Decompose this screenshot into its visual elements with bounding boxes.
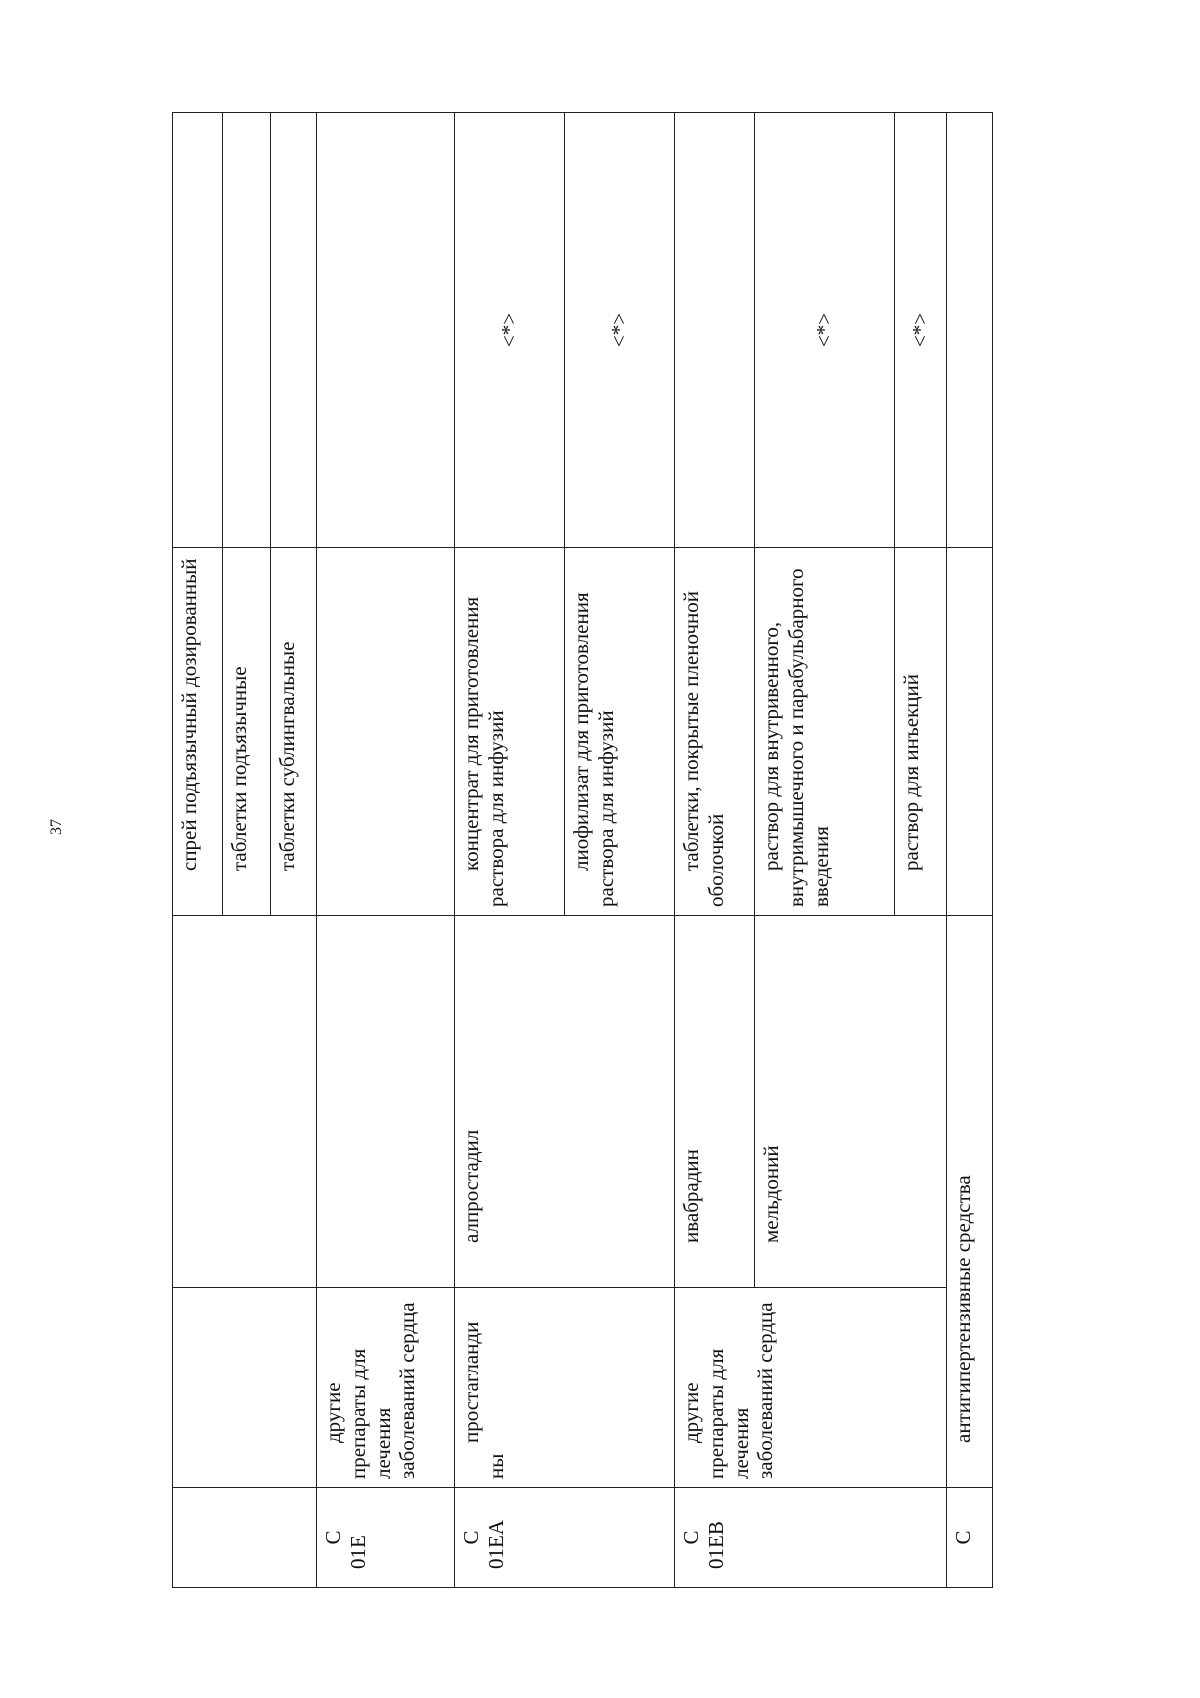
table-row	[675, 113, 755, 1588]
note-cell: <*>	[755, 113, 895, 548]
note-cell	[173, 113, 223, 548]
note-cell	[947, 113, 993, 548]
note-cell	[223, 113, 271, 548]
form-cell: раствор для внутривенного, внутримышечного и парабульбарного введения	[755, 548, 895, 916]
form-cell: таблетки сублингвальные	[271, 548, 317, 916]
form-cell: таблетки, покрытые пленочной оболочкой	[675, 548, 755, 916]
form-cell	[947, 548, 993, 916]
atc-code	[675, 1488, 947, 1588]
form-cell: таблетки подъязычные	[223, 548, 271, 916]
table-row	[173, 113, 223, 1588]
group-name: другие препараты для лечения заболеваний сердца	[675, 1288, 947, 1488]
group-name: другие препараты для лечения заболеваний сердца	[317, 1288, 455, 1488]
atc-number: 01Е	[345, 1535, 370, 1569]
code-cell	[173, 1488, 317, 1588]
note-cell	[271, 113, 317, 548]
form-cell	[317, 548, 455, 916]
drug-name: мельдоний	[755, 916, 947, 1288]
drug-cell	[317, 916, 455, 1288]
atc-number: 01ЕВ	[703, 1521, 728, 1569]
table-row	[455, 113, 565, 1588]
note-cell: <*>	[565, 113, 675, 548]
atc-letter: С	[459, 1530, 483, 1545]
group-name: антигипертензивные средства	[947, 916, 993, 1488]
note-cell	[317, 113, 455, 548]
note-cell	[675, 113, 755, 548]
atc-code	[317, 1488, 455, 1588]
group-cell	[173, 1288, 317, 1488]
atc-number: 01ЕА	[483, 1520, 508, 1569]
atc-letter: С	[947, 1488, 993, 1588]
atc-letter: С	[321, 1530, 345, 1545]
form-cell: лиофилизат для приготовления раствора для инфузий	[565, 548, 675, 916]
rotated-table-frame	[172, 113, 1102, 1588]
form-cell: концентрат для приготовления раствора для инфузий	[455, 548, 565, 916]
drug-name: ивабрадин	[675, 916, 755, 1288]
form-cell: раствор для инъекций	[895, 548, 947, 916]
page-number: 37	[48, 819, 65, 835]
table-row	[947, 113, 993, 1588]
table-row	[317, 113, 455, 1588]
atc-letter: С	[679, 1530, 703, 1545]
note-cell: <*>	[455, 113, 565, 548]
form-cell: спрей подъязычный дозированный	[173, 548, 223, 916]
group-name: простагланди ны	[455, 1288, 675, 1488]
atc-code	[455, 1488, 675, 1588]
drug-table	[172, 112, 993, 1588]
drug-cell	[173, 916, 317, 1288]
drug-name: алпростадил	[455, 916, 675, 1288]
note-cell: <*>	[895, 113, 947, 548]
